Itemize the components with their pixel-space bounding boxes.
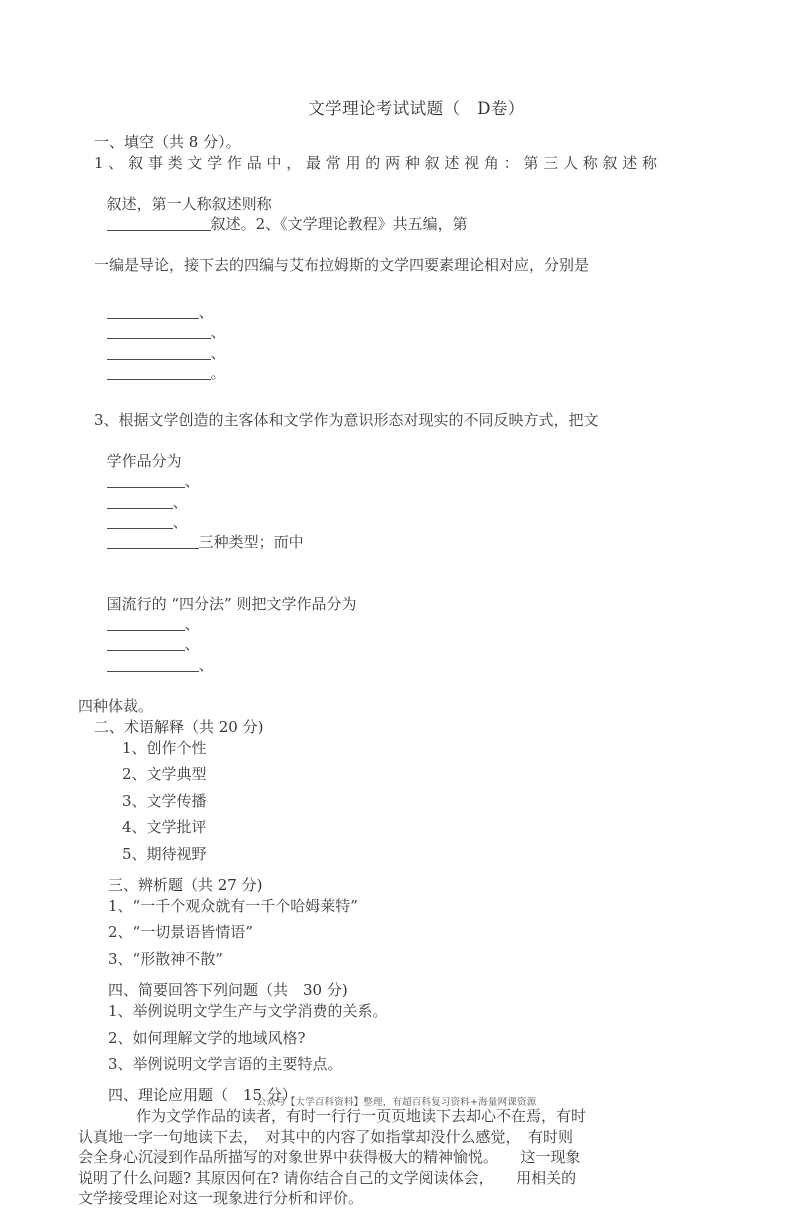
analysis-item: 3、“形散神不散” bbox=[108, 949, 223, 968]
fill-in-q3-line2 bbox=[78, 430, 718, 573]
term-item: 5、期待视野 bbox=[122, 844, 207, 863]
fill-in-q3-text-b: 三种类型；而中 bbox=[198, 533, 304, 552]
fill-in-blank[interactable] bbox=[107, 217, 211, 231]
exam-body bbox=[78, 131, 718, 1208]
blank-separator: 、 bbox=[172, 492, 189, 511]
fill-in-q3-text-c: 国流行的 “四分法” 则把文学作品分为 bbox=[106, 594, 357, 613]
fill-in-blank[interactable] bbox=[107, 495, 173, 509]
spacer bbox=[78, 969, 718, 979]
fill-in-blank[interactable] bbox=[107, 366, 211, 380]
fill-in-q2-line1: 一编是导论，接下去的四编与艾布拉姆斯的文学四要素理论相对应，分别是 bbox=[94, 256, 590, 275]
fill-in-q2-blanks-row bbox=[78, 281, 718, 403]
fill-in-q1-line1: 1 、 叙 事 类 文 学 作 品 中 ， 最 常 用 的 两 种 叙 述 视 角 ： 第 三 人 称 叙 述 称 bbox=[94, 154, 658, 172]
term-item: 1、创作个性 bbox=[122, 738, 207, 757]
fill-in-blank[interactable] bbox=[107, 535, 199, 549]
application-paragraph-line: 作为文学作品的读者，有时一行行一页页地读下去却心不在焉，有时 bbox=[136, 1107, 587, 1126]
fill-in-blank[interactable] bbox=[107, 474, 185, 488]
fill-in-q3-line4: 四种体裁。 bbox=[78, 696, 154, 715]
term-item: 3、文学传播 bbox=[122, 791, 207, 810]
fill-in-q1-text-a: 叙述，第一人称叙述则称 bbox=[106, 194, 272, 213]
fill-in-q3-text-a: 学作品分为 bbox=[106, 451, 182, 470]
fill-in-blank[interactable] bbox=[107, 637, 185, 651]
term-item: 4、文学批评 bbox=[122, 818, 207, 837]
short-answer-item: 3、举例说明文学言语的主要特点。 bbox=[108, 1055, 343, 1074]
short-answer-item: 1、举例说明文学生产与文学消费的关系。 bbox=[108, 1002, 388, 1021]
fill-in-blank[interactable] bbox=[107, 515, 173, 529]
section-heading-terms: 二、术语解释（共 20 分) bbox=[94, 717, 264, 736]
spacer bbox=[78, 864, 718, 874]
fill-in-q3-line3 bbox=[78, 573, 718, 695]
fill-in-blank[interactable] bbox=[107, 305, 199, 319]
application-paragraph-line: 文学接受理论对这一现象进行分析和评价。 bbox=[78, 1189, 364, 1208]
fill-in-q1-line2 bbox=[78, 173, 718, 255]
blank-separator: 、 bbox=[198, 302, 215, 321]
application-paragraph-line: 说明了什么问题? 其原因何在? 请你结合自己的文学阅读体会， 用相关的 bbox=[78, 1168, 577, 1187]
section-heading-analysis: 三、辨析题（共 27 分) bbox=[108, 876, 263, 894]
blank-separator: 、 bbox=[210, 343, 227, 362]
analysis-item: 1、“一千个观众就有一千个哈姆莱特” bbox=[108, 897, 358, 915]
fill-in-q1-text-b: 叙述。2、《文学理论教程》共五编，第 bbox=[210, 215, 468, 234]
fill-in-q3-line1: 3、根据文学创造的主客体和文学作为意识形态对现实的不同反映方式，把文 bbox=[94, 410, 599, 429]
short-answer-item: 2、如何理解文学的地域风格? bbox=[108, 1028, 306, 1047]
fill-in-blank[interactable] bbox=[107, 658, 199, 672]
section-heading-short-answer: 四、简要回答下列问题（共 30 分) bbox=[108, 981, 348, 1000]
blank-separator: 、 bbox=[210, 323, 227, 342]
blank-separator: 、 bbox=[172, 512, 189, 531]
analysis-item: 2、“一切景语皆情语” bbox=[108, 923, 253, 942]
term-item: 2、文学典型 bbox=[122, 765, 207, 784]
section-heading-application: 四、理论应用题（ 15 分） bbox=[108, 1086, 297, 1105]
fill-in-blank[interactable] bbox=[107, 346, 211, 360]
section-heading-fill-in: 一、填空（共 8 分）。 bbox=[94, 133, 241, 151]
blank-separator: 、 bbox=[184, 614, 201, 633]
blank-separator: 、 bbox=[184, 472, 201, 491]
blank-separator: 、 bbox=[184, 635, 201, 654]
blank-separator: 、 bbox=[198, 655, 215, 674]
page-title: 文学理论考试试题（ D卷） bbox=[308, 99, 525, 118]
blank-terminator: 。 bbox=[210, 364, 226, 383]
fill-in-blank[interactable] bbox=[107, 617, 185, 631]
footer-watermark: 公众号【大学百科资料】整理，有超百科复习资料+海量网课资源 bbox=[256, 1097, 537, 1108]
application-paragraph-line: 认真地一字一句地读下去， 对其中的内容了如指掌却没什么感觉， 有时则 bbox=[78, 1127, 574, 1146]
application-paragraph-line: 会全身心沉浸到作品所描写的对象世界中获得极大的精神愉悦。 这一现象 bbox=[78, 1148, 581, 1167]
fill-in-blank[interactable] bbox=[107, 325, 211, 339]
spacer bbox=[78, 1074, 718, 1084]
